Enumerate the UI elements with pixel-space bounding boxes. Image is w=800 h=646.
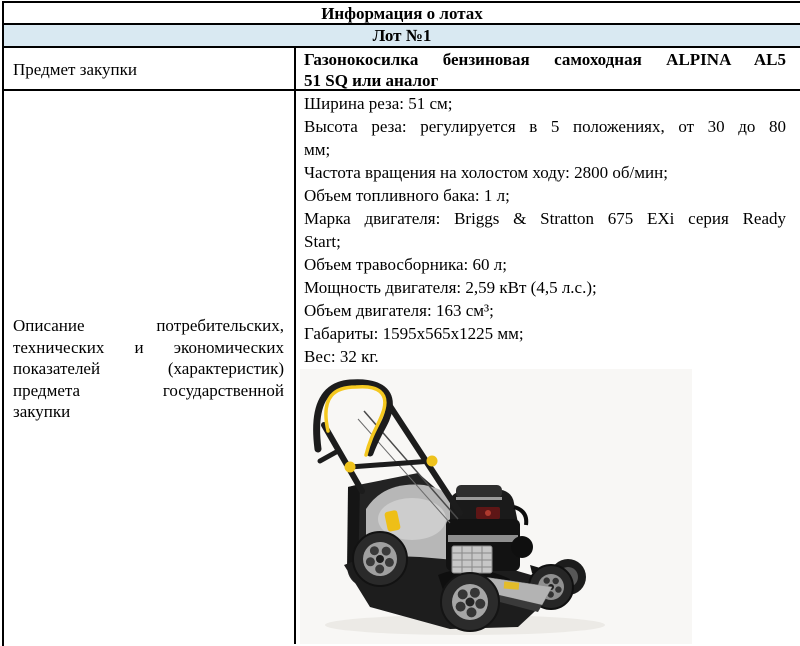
spec-line: Частота вращения на холостом ходу: 2800 об/мин; <box>304 163 668 182</box>
description-label-line: предмета государственной <box>13 380 284 400</box>
lot-number: Лот №1 <box>372 26 432 45</box>
rear-left-wheel <box>353 532 407 586</box>
subject-value-line: Газонокосилка бензиновая самоходная ALPINA AL5 <box>304 50 786 69</box>
description-row <box>4 91 800 644</box>
subject-value-cell <box>296 48 800 89</box>
lots-info-table <box>2 1 800 646</box>
handle-knob-right <box>427 456 438 467</box>
subject-value-line: 51 SQ или аналог <box>304 70 439 89</box>
handle-knob-left <box>345 462 356 473</box>
product-photo <box>300 369 692 644</box>
spec-line: Объем травосборника: 60 л; <box>304 255 507 274</box>
lot-header-row <box>4 25 800 48</box>
lawn-mower-illustration <box>300 369 692 644</box>
table-title-row <box>4 3 800 25</box>
subject-row <box>4 48 800 91</box>
spec-line: Ширина реза: 51 см; <box>304 94 453 113</box>
spec-line: Мощность двигателя: 2,59 кВт (4,5 л.с.); <box>304 278 597 297</box>
description-label-line: Описание потребительских, <box>13 316 284 335</box>
front-wheel <box>441 573 499 631</box>
spec-line: Объем топливного бака: 1 л; <box>304 186 510 205</box>
spec-line: Start; <box>304 232 341 251</box>
table-title: Информация о лотах <box>321 4 483 23</box>
specs-cell <box>296 91 800 644</box>
subject-label-cell <box>4 48 296 89</box>
spec-line: Марка двигателя: Briggs & Stratton 675 EXi серия Ready <box>304 209 786 228</box>
description-label-line: закупки <box>13 402 71 422</box>
spec-line: мм; <box>304 140 331 159</box>
spec-line: Вес: 32 кг. <box>304 347 379 366</box>
description-label-cell <box>4 91 296 644</box>
spec-line: Высота реза: регулируется в 5 положениях, от 30 до 80 <box>304 117 786 136</box>
subject-label: Предмет закупки <box>13 60 137 79</box>
description-label-line: технических и экономических <box>13 337 284 357</box>
spec-line: Габариты: 1595х565х1225 мм; <box>304 324 524 343</box>
description-label-line: показателей (характеристик) <box>13 359 284 379</box>
spec-line: Объем двигателя: 163 см³; <box>304 301 494 320</box>
